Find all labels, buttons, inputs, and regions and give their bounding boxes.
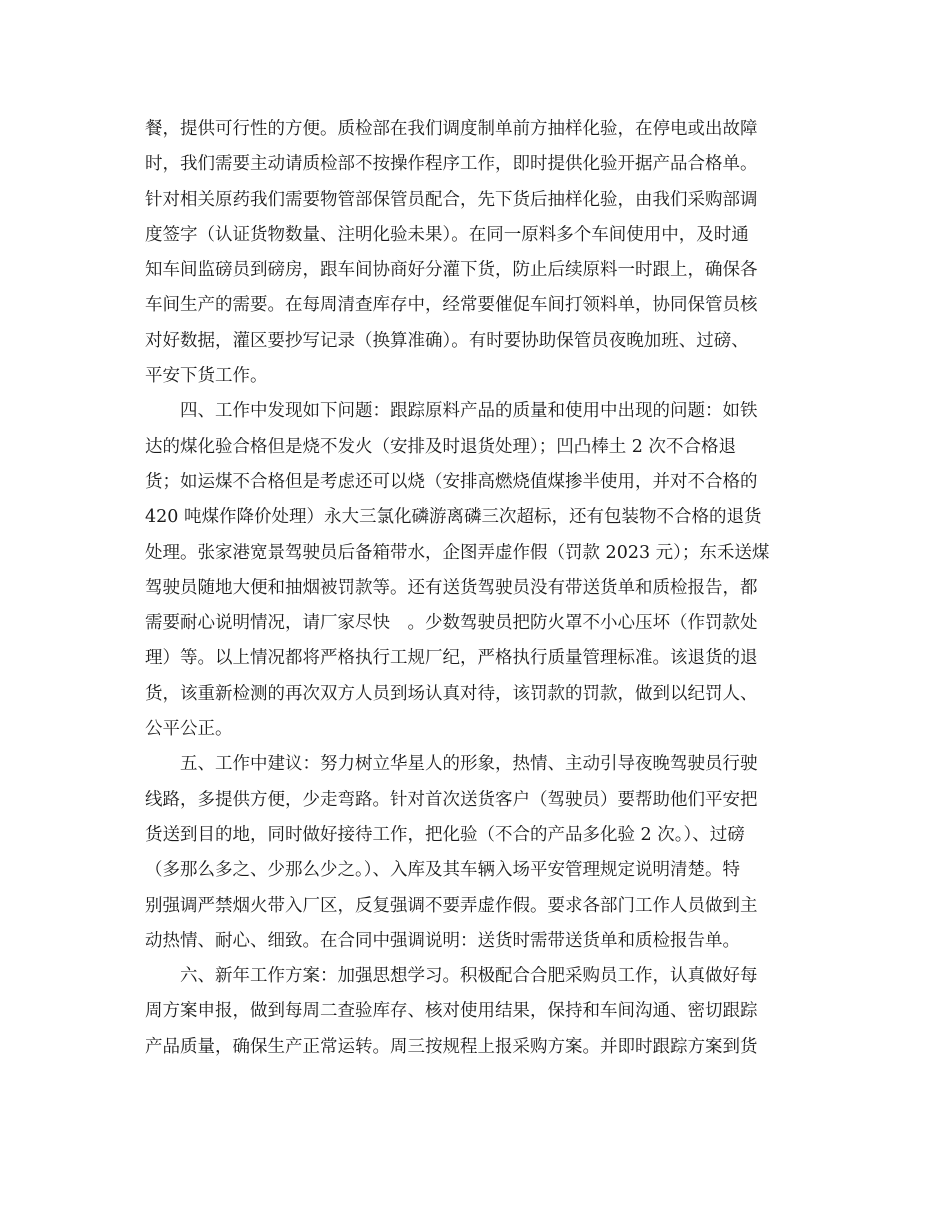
text-line: 对好数据，灌区要抄写记录（换算准确）。有时要协助保管员夜晚加班、过磅、 <box>145 330 749 351</box>
text-line: 平安下货工作。 <box>145 366 268 387</box>
text-line: 达的煤化验合格但是烧不发火（安排及时退货处理）；凹凸棒土 2 次不合格退 <box>145 436 737 457</box>
text-line: 货送到目的地，同时做好接待工作，把化验（不合的产品多化验 2 次。）、过磅 <box>145 824 745 845</box>
text-line: 动热情、耐心、细致。在合同中强调说明：送货时需带送货单和质检报告单。 <box>145 930 740 951</box>
text-line: 周方案申报，做到每周二查验库存、核对使用结果，保持和车间沟通、密切跟踪 <box>145 1001 758 1022</box>
text-line: 车间生产的需要。在每周清查库存中，经常要催促车间打领料单，协同保管员核 <box>145 295 758 316</box>
text-line: 知车间监磅员到磅房，跟车间协商好分灌下货，防止后续原料一时跟上，确保各 <box>145 260 758 281</box>
text-line: 货；如运煤不合格但是考虑还可以烧（安排高燃烧值煤掺半使用，并对不合格的 <box>145 471 758 492</box>
text-line: （多那么多之、少那么少之。）、入库及其车辆入场平安管理规定说明清楚。特 <box>145 860 740 881</box>
text-line: 420 吨煤作降价处理）永大三氯化磷游离磷三次超标，还有包装物不合格的退货 <box>145 507 762 528</box>
paragraph-start-line: 五、工作中建议：努力树立华星人的形象，热情、主动引导夜晚驾驶员行驶 <box>180 754 758 775</box>
text-line: 产品质量，确保生产正常运转。周三按规程上报采购方案。并即时跟踪方案到货 <box>145 1036 758 1057</box>
text-line: 餐，提供可行性的方便。质检部在我们调度制单前方抽样化验，在停电或出故障 <box>145 119 758 139</box>
text-line: 线路，多提供方便，少走弯路。针对首次送货客户（驾驶员）要帮助他们平安把 <box>145 789 758 810</box>
text-line: 驾驶员随地大便和抽烟被罚款等。还有送货驾驶员没有带送货单和质检报告，都 <box>145 577 758 598</box>
text-line: 理）等。以上情况都将严格执行工规厂纪，严格执行质量管理标准。该退货的退 <box>145 648 758 669</box>
document-body <box>145 112 810 1065</box>
text-line: 时，我们需要主动请质检部不按操作程序工作，即时提供化验开据产品合格单。 <box>145 154 758 175</box>
text-line: 针对相关原药我们需要物管部保管员配合，先下货后抽样化验，由我们采购部调 <box>145 189 758 210</box>
paragraph-start-line: 六、新年工作方案：加强思想学习。积极配合合肥采购员工作，认真做好每 <box>180 966 758 987</box>
text-line: 度签字（认证货物数量、注明化验未果）。在同一原料多个车间使用中，及时通 <box>145 224 749 245</box>
paragraph-start-line: 四、工作中发现如下问题：跟踪原料产品的质量和使用中出现的问题：如铁 <box>180 401 758 422</box>
text-line: 别强调严禁烟火带入厂区，反复强调不要弄虚作假。要求各部门工作人员做到主 <box>145 895 758 916</box>
text-line: 需要耐心说明情况，请厂家尽快 。少数驾驶员把防火罩不小心压坏（作罚款处 <box>145 613 758 634</box>
text-line: 处理。张家港宽景驾驶员后备箱带水，企图弄虚作假（罚款 2023 元）；东禾送煤 <box>145 542 770 563</box>
text-line: 公平公正。 <box>145 719 233 740</box>
text-line: 货，该重新检测的再次双方人员到场认真对待，该罚款的罚款，做到以纪罚人、 <box>145 683 758 704</box>
